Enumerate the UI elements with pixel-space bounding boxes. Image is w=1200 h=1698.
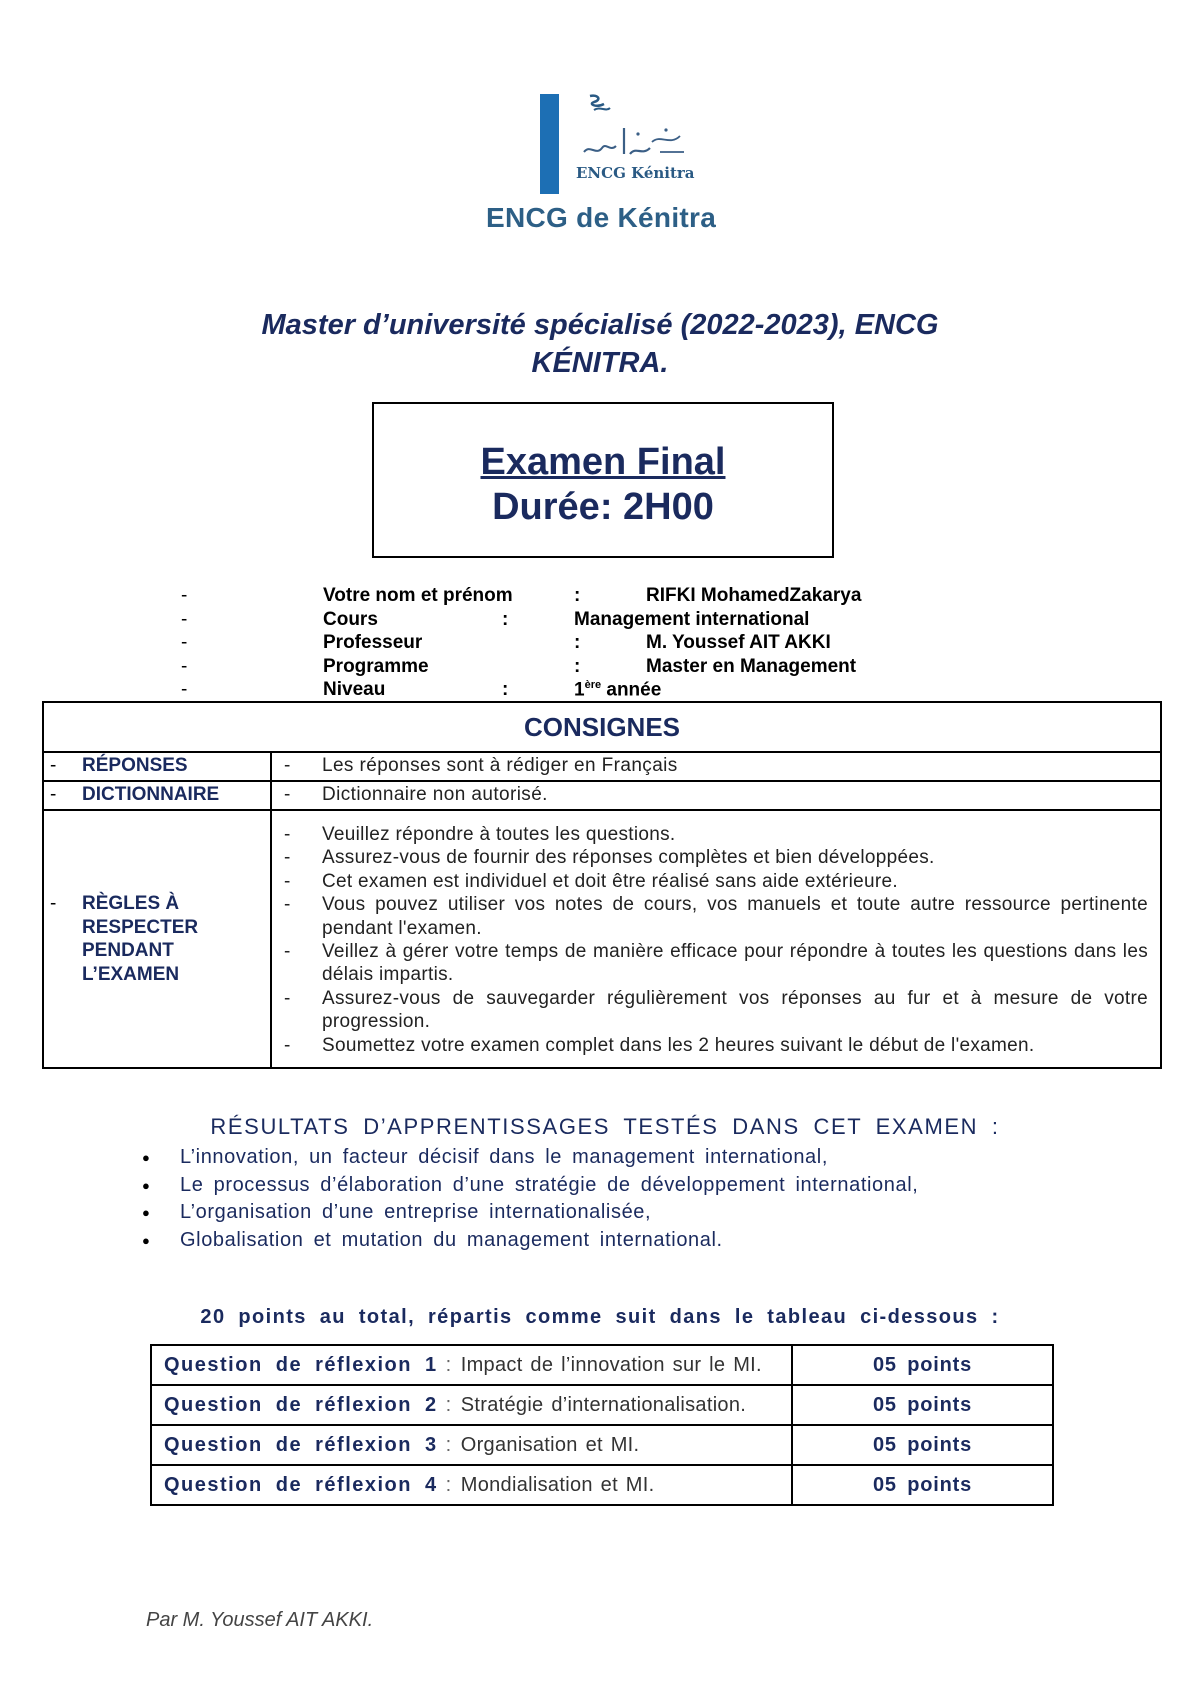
exam-duration: Durée: 2H00 xyxy=(492,486,714,528)
info-dash: - xyxy=(181,585,188,606)
table-row: Question de réflexion 4 : Mondialisation et MI. 05 points xyxy=(151,1465,1053,1505)
question-desc: Organisation et MI. xyxy=(460,1433,640,1456)
consignes-table xyxy=(42,701,1162,1069)
regle-item: - Vous pouvez utiliser vos notes de cours, vos manuels et toute autre ressource pertinente pendant l'examen. xyxy=(284,894,1148,939)
question-points: 05 points xyxy=(792,1345,1053,1385)
question-label: Question de réflexion 3 xyxy=(164,1433,438,1456)
question-desc: Impact de l’innovation sur le MI. xyxy=(460,1353,762,1376)
regle-item: - Soumettez votre examen complet dans les 2 heures suivant le début de l'examen. xyxy=(284,1034,1035,1056)
dictionnaire-text: Dictionnaire non autorisé. xyxy=(322,784,548,805)
consignes-row-reponses xyxy=(43,752,1161,781)
logo-small-text: ENCG Kénitra xyxy=(576,164,695,182)
info-dash: - xyxy=(181,608,188,630)
regle-item: - Assurez-vous de fournir des réponses complètes et bien développées. xyxy=(284,847,935,869)
question-label: Question de réflexion 1 xyxy=(164,1353,438,1376)
info-value: RIFKI MohamedZakarya xyxy=(646,585,862,606)
table-row: Question de réflexion 3 : Organisation et MI. 05 points xyxy=(151,1425,1053,1465)
info-label: Programme xyxy=(323,655,429,677)
info-dash: - xyxy=(181,632,188,653)
master-title-line2: KÉNITRA. xyxy=(531,347,669,379)
dash: - xyxy=(284,755,291,776)
regles-label: RÈGLES À RESPECTER PENDANT L’EXAMEN xyxy=(82,893,199,985)
question-desc: Mondialisation et MI. xyxy=(460,1473,655,1496)
dash: - xyxy=(284,784,291,805)
level-suffix: année xyxy=(601,679,662,701)
regles-list xyxy=(272,823,1160,1057)
info-colon: : xyxy=(502,608,509,630)
exam-header-box xyxy=(372,402,834,558)
regle-item: - Assurez-vous de sauvegarder régulièrement vos réponses au fur et à mesure de votre progression. xyxy=(284,987,1148,1033)
info-colon: : xyxy=(574,655,581,677)
table-row: Question de réflexion 1 : Impact de l’innovation sur le MI. 05 points xyxy=(151,1345,1053,1385)
list-item: ● Le processus d’élaboration d’une stratégie de développement international, xyxy=(140,1172,918,1200)
encg-logo xyxy=(486,92,740,242)
reponses-text: Les réponses sont à rédiger en Français xyxy=(322,755,678,776)
regle-item: - Veuillez répondre à toutes les questions. xyxy=(284,824,676,845)
master-title-line1: Master d’université spécialisé (2022-2023), ENCG xyxy=(261,309,939,341)
points-title: 20 points au total, répartis comme suit dans le tableau ci-dessous : xyxy=(200,1306,1000,1328)
logo-main-text: ENCG de Kénitra xyxy=(486,202,717,233)
exam-title: Examen Final xyxy=(480,441,726,483)
info-label: Cours xyxy=(323,608,378,630)
dash: - xyxy=(50,755,57,776)
results-title: RÉSULTATS D’APPRENTISSAGES TESTÉS DANS CET EXAMEN : xyxy=(210,1114,1000,1139)
info-colon: : xyxy=(574,585,581,606)
regle-item: - Cet examen est individuel et doit être réalisé sans aide extérieure. xyxy=(284,870,898,892)
info-row-program xyxy=(0,656,1200,680)
dash: - xyxy=(50,784,57,805)
info-dash: - xyxy=(181,655,188,677)
list-item: ● L’innovation, un facteur décisif dans le management international, xyxy=(140,1144,918,1172)
info-dash: - xyxy=(181,679,188,700)
question-desc: Stratégie d’internationalisation. xyxy=(460,1393,747,1416)
level-sup: ère xyxy=(584,679,602,691)
dictionnaire-label: DICTIONNAIRE xyxy=(82,784,220,805)
info-colon: : xyxy=(502,679,509,700)
question-points: 05 points xyxy=(792,1385,1053,1425)
logo-blue-bar xyxy=(540,94,559,194)
consignes-header-row xyxy=(43,702,1161,752)
points-table xyxy=(150,1344,1054,1506)
student-info xyxy=(0,585,1200,703)
master-title xyxy=(0,306,1200,382)
info-colon: : xyxy=(574,632,581,653)
info-value: Management international xyxy=(574,608,810,630)
reponses-label: RÉPONSES xyxy=(82,755,188,776)
question-points: 05 points xyxy=(792,1465,1053,1505)
info-row-course xyxy=(0,609,1200,633)
list-item: ● L’organisation d’une entreprise internationalisée, xyxy=(140,1199,918,1227)
consignes-row-dictionnaire xyxy=(43,781,1161,810)
info-row-professor xyxy=(0,632,1200,656)
regle-item: - Veillez à gérer votre temps de manière efficace pour répondre à toutes les questions dans les délais impartis. xyxy=(284,941,1148,986)
consignes-header: CONSIGNES xyxy=(43,702,1161,752)
info-value xyxy=(574,679,661,701)
info-value: M. Youssef AIT AKKI xyxy=(646,632,831,653)
list-item: ● Globalisation et mutation du management international. xyxy=(140,1227,918,1255)
info-value: Master en Management xyxy=(646,655,857,677)
info-row-name xyxy=(0,585,1200,609)
results-list xyxy=(140,1144,918,1254)
logo-wave-icon xyxy=(584,92,614,122)
question-points: 05 points xyxy=(792,1425,1053,1465)
consignes-row-regles xyxy=(43,810,1161,1068)
logo-arabic-calligraphy-icon xyxy=(580,122,690,162)
dash: - xyxy=(50,893,57,915)
question-label: Question de réflexion 2 xyxy=(164,1393,438,1416)
info-label: Votre nom et prénom xyxy=(323,585,513,606)
info-row-level xyxy=(0,679,1200,703)
footer-author: Par M. Youssef AIT AKKI. xyxy=(146,1609,374,1631)
level-number: 1 xyxy=(574,679,585,701)
info-label: Niveau xyxy=(323,679,386,700)
question-label: Question de réflexion 4 xyxy=(164,1473,438,1496)
info-label: Professeur xyxy=(323,632,423,653)
table-row: Question de réflexion 2 : Stratégie d’internationalisation. 05 points xyxy=(151,1385,1053,1425)
